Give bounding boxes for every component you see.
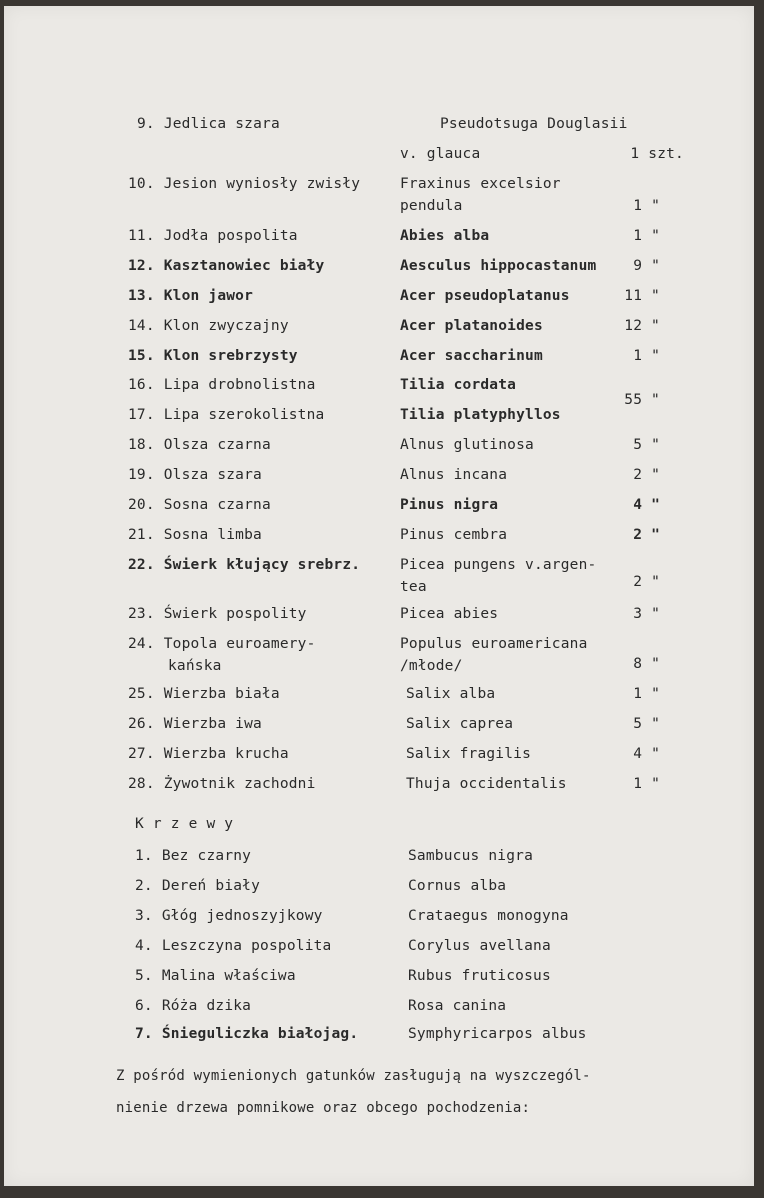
tree-latin-name: Acer platanoides	[400, 318, 543, 334]
tree-latin-name-cont: pendula	[400, 198, 463, 214]
tree-latin-name: Salix alba	[406, 686, 496, 702]
tree-polish-name: 24. Topola euroamery-	[128, 636, 316, 652]
tree-count-bracket: 55 "	[624, 392, 660, 408]
tree-count: 1 "	[633, 686, 660, 702]
shrub-latin-name: Cornus alba	[408, 878, 507, 894]
tree-count: 1 "	[633, 228, 660, 244]
tree-latin-name: Picea abies	[400, 606, 499, 622]
shrub-latin-name: Rosa canina	[408, 998, 507, 1014]
shrub-latin-name: Rubus fruticosus	[408, 968, 551, 984]
shrub-polish-name: 6. Róża dzika	[135, 998, 252, 1014]
tree-polish-name: 15. Klon srebrzysty	[128, 348, 298, 364]
tree-polish-name: 12. Kasztanowiec biały	[128, 258, 325, 274]
tree-count: 1 "	[633, 776, 660, 792]
tree-polish-name: 18. Olsza czarna	[128, 437, 271, 453]
document-page	[4, 6, 754, 1186]
tree-latin-name-cont: /młode/	[400, 658, 463, 674]
tree-count: 9 "	[633, 258, 660, 274]
tree-latin-name: Tilia cordata	[400, 377, 517, 393]
tree-count: 5 "	[633, 716, 660, 732]
tree-latin-name: Fraxinus excelsior	[400, 176, 561, 192]
tree-latin-name: Salix fragilis	[406, 746, 532, 762]
tree-latin-name: Alnus incana	[400, 467, 508, 483]
closing-line-1: Z pośród wymienionych gatunków zasługują na wyszczegól-	[116, 1068, 591, 1084]
tree-polish-name: 13. Klon jawor	[128, 288, 254, 304]
tree-count: 11 "	[624, 288, 660, 304]
tree-latin-name: Tilia platyphyllos	[400, 407, 561, 423]
tree-polish-name: 20. Sosna czarna	[128, 497, 271, 513]
shrubs-heading: K r z e w y	[135, 816, 234, 832]
shrub-polish-name: 3. Głóg jednoszyjkowy	[135, 908, 323, 924]
shrub-latin-name: Sambucus nigra	[408, 848, 534, 864]
tree-latin-name: Salix caprea	[406, 716, 514, 732]
tree-latin-name: Acer saccharinum	[400, 348, 543, 364]
tree-polish-name: 21. Sosna limba	[128, 527, 262, 543]
tree-count: 2 "	[633, 527, 660, 543]
tree-latin-name: Pseudotsuga Douglasii	[440, 116, 628, 132]
closing-line-2: nienie drzewa pomnikowe oraz obcego pochodzenia:	[116, 1100, 531, 1116]
tree-polish-name: 28. Żywotnik zachodni	[128, 776, 316, 792]
tree-polish-name: 17. Lipa szerokolistna	[128, 407, 325, 423]
tree-polish-name: 16. Lipa drobnolistna	[128, 377, 316, 393]
tree-count: 2 "	[633, 574, 660, 590]
tree-polish-name: 9. Jedlica szara	[137, 116, 280, 132]
tree-count: 1 szt.	[630, 146, 684, 162]
tree-count: 2 "	[633, 467, 660, 483]
tree-latin-name: Populus euroamericana	[400, 636, 588, 652]
shrub-latin-name: Symphyricarpos albus	[408, 1026, 587, 1042]
tree-latin-name: Aesculus hippocastanum	[400, 258, 597, 274]
tree-latin-name: Alnus glutinosa	[400, 437, 534, 453]
tree-latin-name: Pinus cembra	[400, 527, 508, 543]
tree-count: 1 "	[633, 198, 660, 214]
tree-count: 1 "	[633, 348, 660, 364]
tree-polish-name: 11. Jodła pospolita	[128, 228, 298, 244]
tree-polish-name: 14. Klon zwyczajny	[128, 318, 289, 334]
shrub-polish-name: 5. Malina właściwa	[135, 968, 296, 984]
tree-count: 4 "	[633, 497, 660, 513]
tree-latin-name: Thuja occidentalis	[406, 776, 567, 792]
tree-polish-name: 19. Olsza szara	[128, 467, 262, 483]
shrub-polish-name: 4. Leszczyna pospolita	[135, 938, 332, 954]
shrub-polish-name: 1. Bez czarny	[135, 848, 252, 864]
tree-count: 5 "	[633, 437, 660, 453]
tree-polish-name: 26. Wierzba iwa	[128, 716, 262, 732]
tree-latin-name: Pinus nigra	[400, 497, 499, 513]
tree-count: 12 "	[624, 318, 660, 334]
tree-latin-name: Abies alba	[400, 228, 490, 244]
tree-polish-name: 27. Wierzba krucha	[128, 746, 289, 762]
tree-count: 3 "	[633, 606, 660, 622]
tree-count: 4 "	[633, 746, 660, 762]
shrub-polish-name: 2. Dereń biały	[135, 878, 261, 894]
tree-latin-name: Acer pseudoplatanus	[400, 288, 570, 304]
tree-polish-name: 10. Jesion wyniosły zwisły	[128, 176, 361, 192]
tree-latin-name-cont: v. glauca	[400, 146, 481, 162]
shrub-latin-name: Crataegus monogyna	[408, 908, 569, 924]
tree-polish-name-cont: kańska	[168, 658, 222, 674]
tree-polish-name: 25. Wierzba biała	[128, 686, 280, 702]
shrub-polish-name: 7. Śnieguliczka białojag.	[135, 1026, 359, 1042]
tree-latin-name: Picea pungens v.argen-	[400, 557, 597, 573]
shrub-latin-name: Corylus avellana	[408, 938, 551, 954]
tree-latin-name-cont: tea	[400, 579, 427, 595]
tree-polish-name: 22. Świerk kłujący srebrz.	[128, 557, 361, 573]
tree-count: 8 "	[633, 656, 660, 672]
tree-polish-name: 23. Świerk pospolity	[128, 606, 307, 622]
